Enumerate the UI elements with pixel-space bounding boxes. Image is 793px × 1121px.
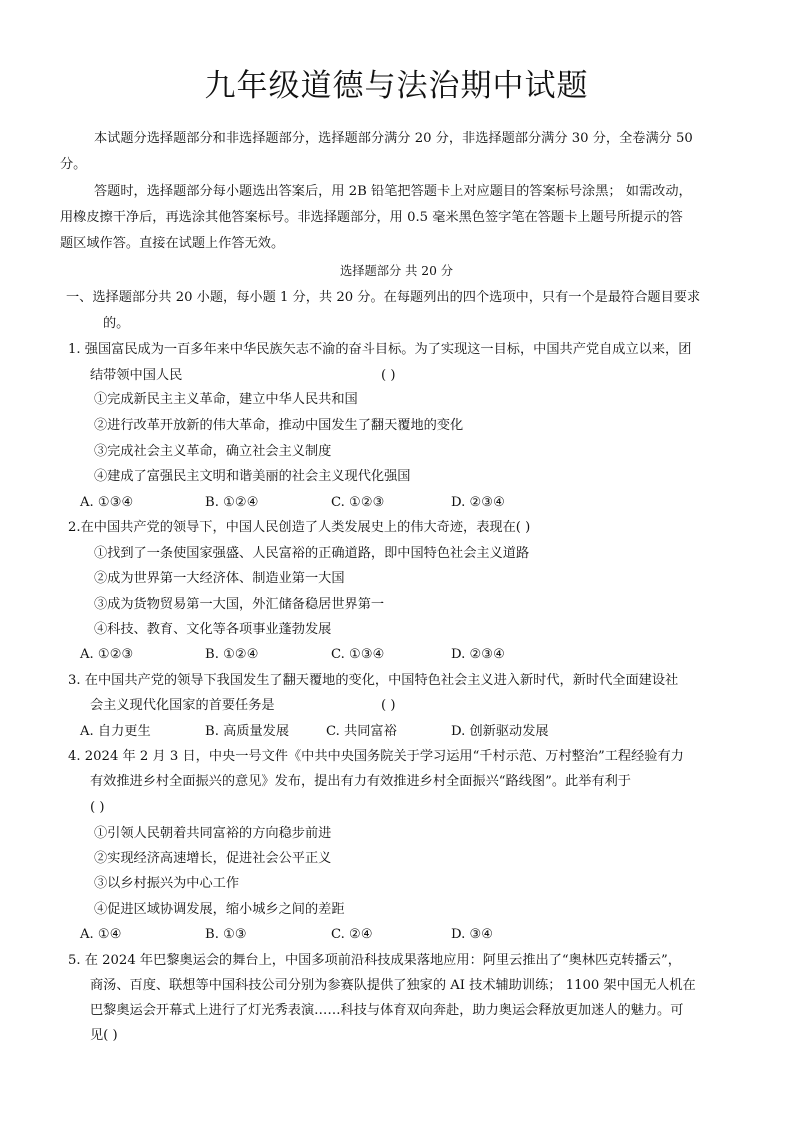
question-3-line-2: 会主义现代化国家的首要任务是 <box>90 698 275 713</box>
part-instructions-line-2: 的。 <box>103 316 130 331</box>
intro-paragraph-2-line-1: 答题时，选择题部分每小题选出答案后，用 2B 铅笔把答题卡上对应题目的答案标号涂黑； 如需改动， <box>94 184 692 199</box>
question-4-item: ①引领人民朝着共同富裕的方向稳步前进 <box>94 826 332 841</box>
question-2-option-d[interactable]: D. ②③④ <box>451 647 505 662</box>
question-3-option-c[interactable]: C. 共同富裕 <box>326 724 397 739</box>
answer-parentheses: ( ) <box>381 698 396 713</box>
question-4-item: ②实现经济高速增长，促进社会公平正义 <box>94 851 332 866</box>
question-2-item: ②成为世界第一大经济体、制造业第一大国 <box>94 571 345 586</box>
question-5-line-4: 见( ) <box>90 1028 118 1043</box>
answer-parentheses: ( ) <box>90 800 105 815</box>
question-1-option-d[interactable]: D. ②③④ <box>451 495 505 510</box>
question-1-option-a[interactable]: A. ①③④ <box>80 495 134 510</box>
intro-paragraph-2-line-2: 用橡皮擦干净后，再选涂其他答案标号。非选择题部分，用 0.5 毫米黑色签字笔在答题卡上题号所提示的答 <box>60 210 683 225</box>
question-4-option-b[interactable]: B. ①③ <box>205 927 247 942</box>
page-title: 九年级道德与法治期中试题 <box>204 68 589 104</box>
question-4-item: ④促进区域协调发展，缩小城乡之间的差距 <box>94 902 345 917</box>
question-1-item: ④建成了富强民主文明和谐美丽的社会主义现代化强国 <box>94 469 411 484</box>
question-2-option-c[interactable]: C. ①③④ <box>331 647 385 662</box>
question-3-line-1: 3. 在中国共产党的领导下我国发生了翻天覆地的变化，中国特色社会主义进入新时代，新时代全面建设社 <box>68 673 679 688</box>
question-4-option-a[interactable]: A. ①④ <box>80 927 122 942</box>
question-2-option-b[interactable]: B. ①②④ <box>205 647 259 662</box>
question-1-line-1: 1. 强国富民成为一百多年来中华民族矢志不渝的奋斗目标。为了实现这一目标，中国共产党自成立以来，团 <box>68 342 692 357</box>
question-4-option-d[interactable]: D. ③④ <box>451 927 494 942</box>
question-2-item: ④科技、教育、文化等各项事业蓬勃发展 <box>94 622 332 637</box>
question-1-item: ②进行改革开放新的伟大革命，推动中国发生了翻天覆地的变化 <box>94 418 464 433</box>
question-1-option-b[interactable]: B. ①②④ <box>205 495 259 510</box>
question-2-item: ①找到了一条使国家强盛、人民富裕的正确道路，即中国特色社会主义道路 <box>94 546 530 561</box>
question-5-line-2: 商汤、百度、联想等中国科技公司分别为参赛队提供了独家的 AI 技术辅助训练； 1100 架中国无人机在 <box>90 978 696 993</box>
question-2-item: ③成为货物贸易第一大国，外汇储备稳居世界第一 <box>94 597 385 612</box>
question-5-line-3: 巴黎奥运会开幕式上进行了灯光秀表演……科技与体育双向奔赴，助力奥运会释放更加迷人的魅力。可 <box>90 1003 684 1018</box>
question-1-item: ①完成新民主主义革命，建立中华人民共和国 <box>94 392 358 407</box>
question-4-line-2: 有效推进乡村全面振兴的意见》发布，提出有力有效推进乡村全面振兴“路线图”。此举有利于 <box>90 774 631 789</box>
intro-paragraph-2-line-3: 题区域作答。直接在试题上作答无效。 <box>60 236 285 251</box>
question-3-option-a[interactable]: A. 自力更生 <box>80 724 151 739</box>
question-5-line-1: 5. 在 2024 年巴黎奥运会的舞台上，中国多项前沿科技成果落地应用：阿里云推出了“奥林匹克转播云”， <box>68 953 681 968</box>
question-4-option-c[interactable]: C. ②④ <box>331 927 373 942</box>
intro-paragraph-1-line-1: 本试题分选择题部分和非选择题部分，选择题部分满分 20 分，非选择题部分满分 30 分，全卷满分 50 <box>94 131 693 146</box>
answer-parentheses: ( ) <box>381 368 396 383</box>
section-heading: 选择题部分 共 20 分 <box>339 264 454 278</box>
intro-paragraph-1-line-2: 分。 <box>60 157 87 172</box>
question-4-line-1: 4. 2024 年 2 月 3 日，中央一号文件《中共中央国务院关于学习运用“千村示范、万村整治”工程经验有力 <box>68 749 684 764</box>
question-4-item: ③以乡村振兴为中心工作 <box>94 876 240 891</box>
question-3-option-b[interactable]: B. 高质量发展 <box>205 724 290 739</box>
question-1-option-c[interactable]: C. ①②③ <box>331 495 385 510</box>
part-instructions-line-1: 一、选择题部分共 20 小题，每小题 1 分，共 20 分。在每题列出的四个选项中，只有一个是最符合题目要求 <box>66 290 701 305</box>
question-2-line-1: 2.在中国共产党的领导下，中国人民创造了人类发展史上的伟大奇迹，表现在( ) <box>68 520 531 535</box>
question-2-option-a[interactable]: A. ①②③ <box>80 647 134 662</box>
question-1-line-2: 结带领中国人民 <box>90 368 183 383</box>
question-3-option-d[interactable]: D. 创新驱动发展 <box>451 724 549 739</box>
question-1-item: ③完成社会主义革命，确立社会主义制度 <box>94 444 332 459</box>
